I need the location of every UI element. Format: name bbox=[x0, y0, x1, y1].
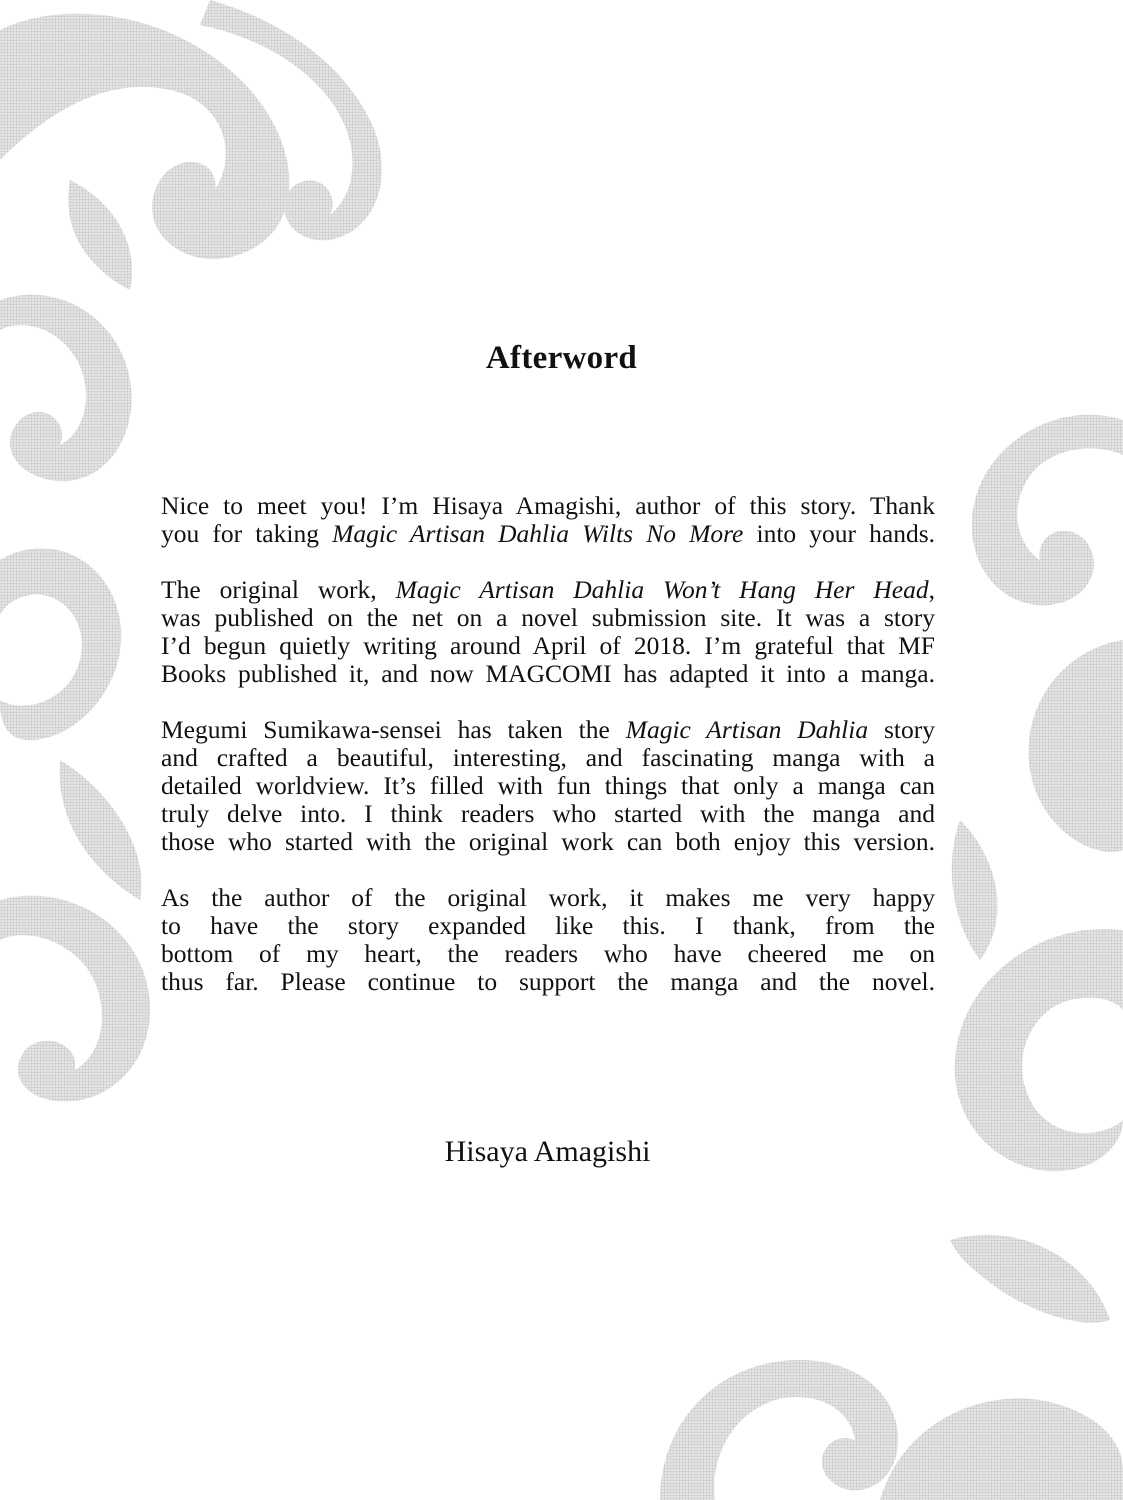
swirl-left-leaf bbox=[60, 760, 142, 900]
swirl-left-lower bbox=[0, 896, 150, 1102]
italic-title-text: Magic Artisan Dahlia Wilts No More bbox=[332, 519, 744, 548]
swirl-left-mid bbox=[0, 548, 121, 740]
text-line bbox=[161, 604, 935, 632]
text-segment: The original work, bbox=[161, 575, 396, 604]
text-line bbox=[161, 912, 935, 940]
text-segment: those who started with the original work can both enjoy this version. bbox=[161, 827, 935, 856]
swirl-right-upper bbox=[972, 415, 1123, 606]
paragraph bbox=[161, 576, 935, 688]
paragraph bbox=[161, 716, 935, 856]
swirl-bottom-right-3 bbox=[950, 1235, 1110, 1323]
text-segment: into your hands. bbox=[743, 519, 936, 548]
paragraph bbox=[161, 884, 935, 996]
text-segment: truly delve into. I think readers who started with the manga and bbox=[161, 799, 935, 828]
text-line bbox=[161, 576, 935, 604]
paragraph bbox=[161, 492, 935, 548]
text-segment: Nice to meet you! I’m Hisaya Amagishi, author of this story. Thank bbox=[161, 491, 935, 520]
text-line bbox=[161, 744, 935, 772]
swirl-top-left bbox=[0, 14, 289, 259]
text-segment: detailed worldview. It’s filled with fun things that only a manga can bbox=[161, 771, 935, 800]
swirl-top-left-curl bbox=[200, 0, 382, 240]
page-title: Afterword bbox=[485, 340, 638, 376]
text-segment: As the author of the original work, it makes me very happy bbox=[161, 883, 935, 912]
author-signature: Hisaya Amagishi bbox=[444, 1135, 651, 1168]
text-line bbox=[161, 940, 935, 968]
text-segment: and crafted a beautiful, interesting, and fascinating manga with a bbox=[161, 743, 935, 772]
afterword-body bbox=[161, 492, 935, 1024]
text-segment: Books published it, and now MAGCOMI has adapted it into a manga. bbox=[161, 659, 935, 688]
text-segment: , bbox=[928, 575, 935, 604]
text-line bbox=[161, 968, 935, 996]
text-segment: to have the story expanded like this. I thank, from the bbox=[161, 911, 935, 940]
swirl-bottom-right bbox=[660, 1360, 898, 1500]
text-segment: thus far. Please continue to support the manga and the novel. bbox=[161, 967, 935, 996]
text-segment: story bbox=[868, 715, 935, 744]
text-line bbox=[161, 800, 935, 828]
swirl-left-upper bbox=[0, 295, 132, 481]
text-line bbox=[161, 884, 935, 912]
italic-title-text: Magic Artisan Dahlia Won’t Hang Her Head bbox=[395, 575, 929, 604]
text-line bbox=[161, 492, 935, 520]
text-line bbox=[161, 632, 935, 660]
italic-title-text: Magic Artisan Dahlia bbox=[625, 715, 869, 744]
text-line bbox=[161, 828, 935, 856]
swirl-top-leaf bbox=[68, 180, 132, 290]
text-segment: I’d begun quietly writing around April of 2018. I’m grateful that MF bbox=[161, 631, 935, 660]
text-line bbox=[161, 772, 935, 800]
swirl-right-mid bbox=[1028, 640, 1123, 852]
text-segment: you for taking bbox=[161, 519, 333, 548]
text-segment: bottom of my heart, the readers who have cheered me on bbox=[161, 939, 935, 968]
text-segment: Megumi Sumikawa-sensei has taken the bbox=[161, 715, 626, 744]
text-segment: was published on the net on a novel submission site. It was a story bbox=[161, 603, 935, 632]
swirl-right-leaf bbox=[952, 820, 998, 960]
text-line bbox=[161, 660, 935, 688]
text-line bbox=[161, 716, 935, 744]
text-line bbox=[161, 520, 935, 548]
swirl-bottom-right-2 bbox=[880, 1398, 1123, 1500]
